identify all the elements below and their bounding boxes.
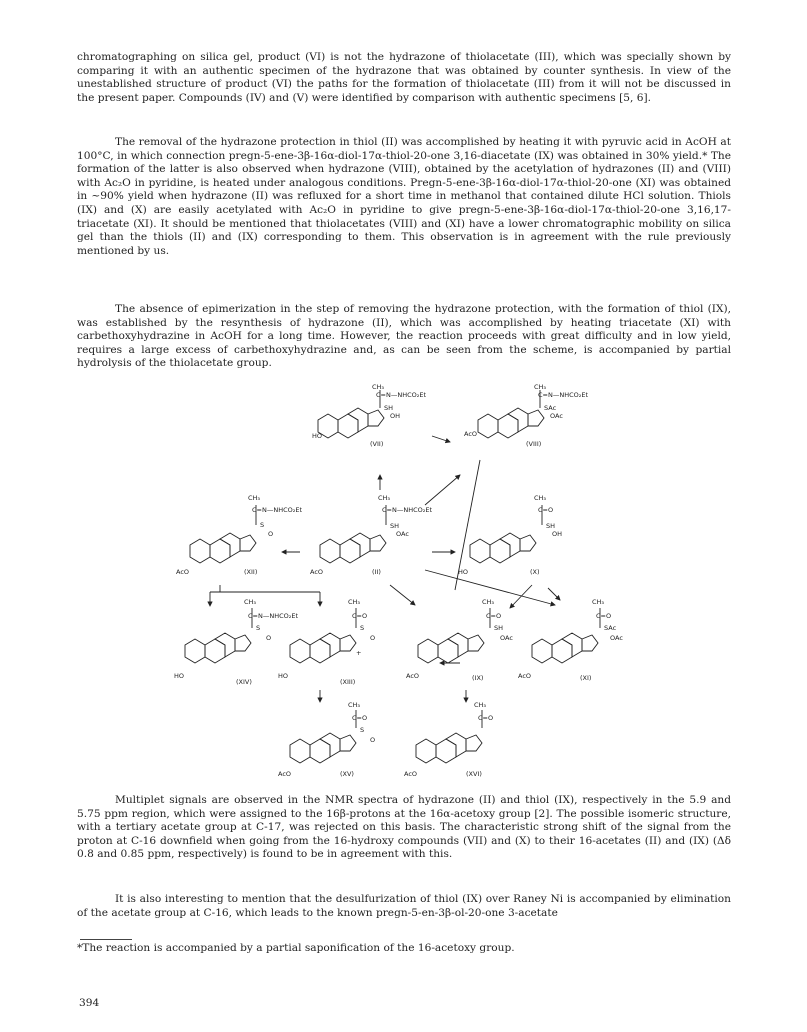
- svg-text:AcO: AcO: [404, 770, 418, 778]
- compound-VII: [312, 383, 426, 448]
- ch3-label: CH₃: [372, 383, 385, 391]
- svg-text:OAc: OAc: [500, 634, 513, 642]
- label-VII: (VII): [370, 440, 384, 448]
- svg-text:C=O: C=O: [486, 612, 502, 620]
- sh-label: SH: [384, 404, 394, 412]
- svg-text:OAc: OAc: [396, 530, 409, 538]
- label-X: (X): [530, 568, 540, 576]
- svg-text:S: S: [260, 521, 265, 529]
- compound-VIII: [464, 383, 588, 448]
- svg-text:C=O: C=O: [352, 612, 368, 620]
- compound-X: [458, 494, 562, 576]
- svg-text:S: S: [360, 624, 365, 632]
- svg-text:CH₃: CH₃: [248, 494, 261, 502]
- svg-text:C=O: C=O: [538, 506, 554, 514]
- compound-XVI: [404, 701, 493, 778]
- paragraph-1: chromatographing on silica gel, product (VI) is not the hydrazone of thiolacetate (III), which was specially shown by comparing it with an authentic specimen of the hydrazone that was obtained by counter synthesis. In view of the unestablished structure of product (VI) the paths for the formation of thiolacetate (III) from it will not be discussed in the present paper. Compounds (IV) and (V) were identified by comparison with authentic specimens [5, 6].: [77, 51, 731, 104]
- svg-text:CH₃: CH₃: [348, 701, 361, 709]
- label-IX: (IX): [472, 674, 484, 682]
- compound-XII: [176, 494, 302, 576]
- svg-text:CH₃: CH₃: [592, 598, 605, 606]
- footnote: *The reaction is accompanied by a partial saponification of the 16-acetoxy group.: [77, 942, 515, 954]
- svg-text:SAc: SAc: [544, 404, 557, 412]
- svg-text:O: O: [268, 530, 274, 538]
- svg-text:CH₃: CH₃: [244, 598, 257, 606]
- svg-text:O: O: [370, 736, 376, 744]
- svg-text:SH: SH: [546, 522, 556, 530]
- svg-text:S: S: [256, 624, 261, 632]
- label-XIV: (XIV): [236, 678, 252, 686]
- paragraph-4: Multiplet signals are observed in the NMR spectra of hydrazone (II) and thiol (IX), respectively in the 5.9 and 5.75 ppm region, which were assigned to the 16β-protons at the 16α-acetoxy group [2]. The possible isomeric structure, with a tertiary acetate group at C-17, was rejected on this basis. The characteristic strong shift of the signal from the proton at C-16 downfield when going from the 16-hydroxy compounds (VII) and (X) to their 16-acetates (II) and (IX) (Δδ 0.8 and 0.85 ppm, respectively) is found to be in agreement with this.: [77, 794, 731, 861]
- svg-text:OAc: OAc: [610, 634, 623, 642]
- label-XII: (XII): [244, 568, 258, 576]
- label-II: (II): [372, 568, 381, 576]
- svg-text:C=O: C=O: [352, 714, 368, 722]
- svg-text:O: O: [370, 634, 376, 642]
- svg-text:CH₃: CH₃: [348, 598, 361, 606]
- svg-text:AcO: AcO: [278, 770, 292, 778]
- footnote-rule: [80, 939, 132, 940]
- svg-text:CH₃: CH₃: [534, 494, 547, 502]
- svg-text:AcO: AcO: [464, 430, 478, 438]
- label-XV: (XV): [340, 770, 354, 778]
- compound-II: [310, 494, 432, 576]
- paragraph-3: The absence of epimerization in the step of removing the hydrazone protection, with the formation of thiol (IX), was established by the resynthesis of hydrazone (II), which was accomplished by heating triacetate (XI) with carbethoxyhydrazine in AcOH for a long time. However, the reaction proceeds with great difficulty and in low yield, requires a large excess of carbethoxyhydrazine and, as can be seen from the scheme, is accompanied by partial hydrolysis of the thiolacetate group.: [77, 303, 731, 370]
- paragraph-2: The removal of the hydrazone protection in thiol (II) was accomplished by heating it with pyruvic acid in AcOH at 100°C, in which connection pregn-5-ene-3β-16α-diol-17α-thiol-20-one 3,16-diacetate (IX) was obtained in 30% yield.* The formation of the latter is also observed when hydrazone (VIII), obtained by the acetylation of hydrazones (II) and (VIII) with Ac₂O in pyridine, is heated under analogous conditions. Pregn-5-ene-3β-16α-diol-17α-thiol-20-one (XI) was obtained in ~90% yield when hydrazone (II) was refluxed for a short time in methanol that contained dilute HCl solution. Thiols (IX) and (X) are easily acetylated with Ac₂O in pyridine to give pregn-5-ene-3β-16α-diol-17α-thiol-20-one 3,16,17-triacetate (XI). It should be mentioned that thiolacetates (VIII) and (XI) have a lower chromatographic mobility on silica gel than the thiols (II) and (IX) corresponding to them. This observation is in agreement with the rule previously mentioned by us.: [77, 136, 731, 257]
- paragraph-5: It is also interesting to mention that the desulfurization of thiol (IX) over Raney Ni is accompanied by elimination of the acetate group at C-16, which leads to the known pregn-5-en-3β-ol-20-one 3-acetate: [77, 893, 731, 919]
- compound-XV: [278, 701, 375, 778]
- svg-text:C=N—NHCO₂Et: C=N—NHCO₂Et: [382, 506, 433, 514]
- label-XVI: (XVI): [466, 770, 482, 778]
- svg-text:CH₃: CH₃: [378, 494, 391, 502]
- svg-text:AcO: AcO: [406, 672, 420, 680]
- svg-text:AcO: AcO: [176, 568, 190, 576]
- svg-text:HO: HO: [458, 568, 469, 576]
- svg-text:C=N—NHCO₂Et: C=N—NHCO₂Et: [248, 612, 299, 620]
- svg-text:HO: HO: [174, 672, 185, 680]
- hydrazone-label: C=N—NHCO₂Et: [376, 391, 427, 399]
- compound-XI: [518, 598, 623, 682]
- oh-label: OH: [390, 412, 401, 420]
- svg-text:O: O: [266, 634, 272, 642]
- page-number: 394: [79, 997, 100, 1009]
- svg-text:+: +: [356, 649, 362, 657]
- svg-text:CH₃: CH₃: [534, 383, 547, 391]
- svg-text:CH₃: CH₃: [482, 598, 495, 606]
- svg-text:AcO: AcO: [310, 568, 324, 576]
- svg-text:OAc: OAc: [550, 412, 563, 420]
- svg-text:AcO: AcO: [518, 672, 532, 680]
- svg-text:S: S: [360, 726, 365, 734]
- compound-IX: [406, 598, 513, 682]
- svg-text:C=O: C=O: [596, 612, 612, 620]
- label-VIII: (VIII): [526, 440, 542, 448]
- svg-text:OH: OH: [552, 530, 563, 538]
- svg-text:HO: HO: [278, 672, 289, 680]
- svg-text:C=N—NHCO₂Et: C=N—NHCO₂Et: [252, 506, 303, 514]
- label-XI: (XI): [580, 674, 592, 682]
- svg-text:C=N—NHCO₂Et: C=N—NHCO₂Et: [538, 391, 589, 399]
- svg-text:CH₃: CH₃: [474, 701, 487, 709]
- ho-label: HO: [312, 432, 323, 440]
- reaction-scheme: [160, 380, 660, 795]
- svg-text:SH: SH: [494, 624, 504, 632]
- label-XIII: (XIII): [340, 678, 356, 686]
- svg-text:C=O: C=O: [478, 714, 494, 722]
- svg-text:SAc: SAc: [604, 624, 617, 632]
- svg-text:SH: SH: [390, 522, 400, 530]
